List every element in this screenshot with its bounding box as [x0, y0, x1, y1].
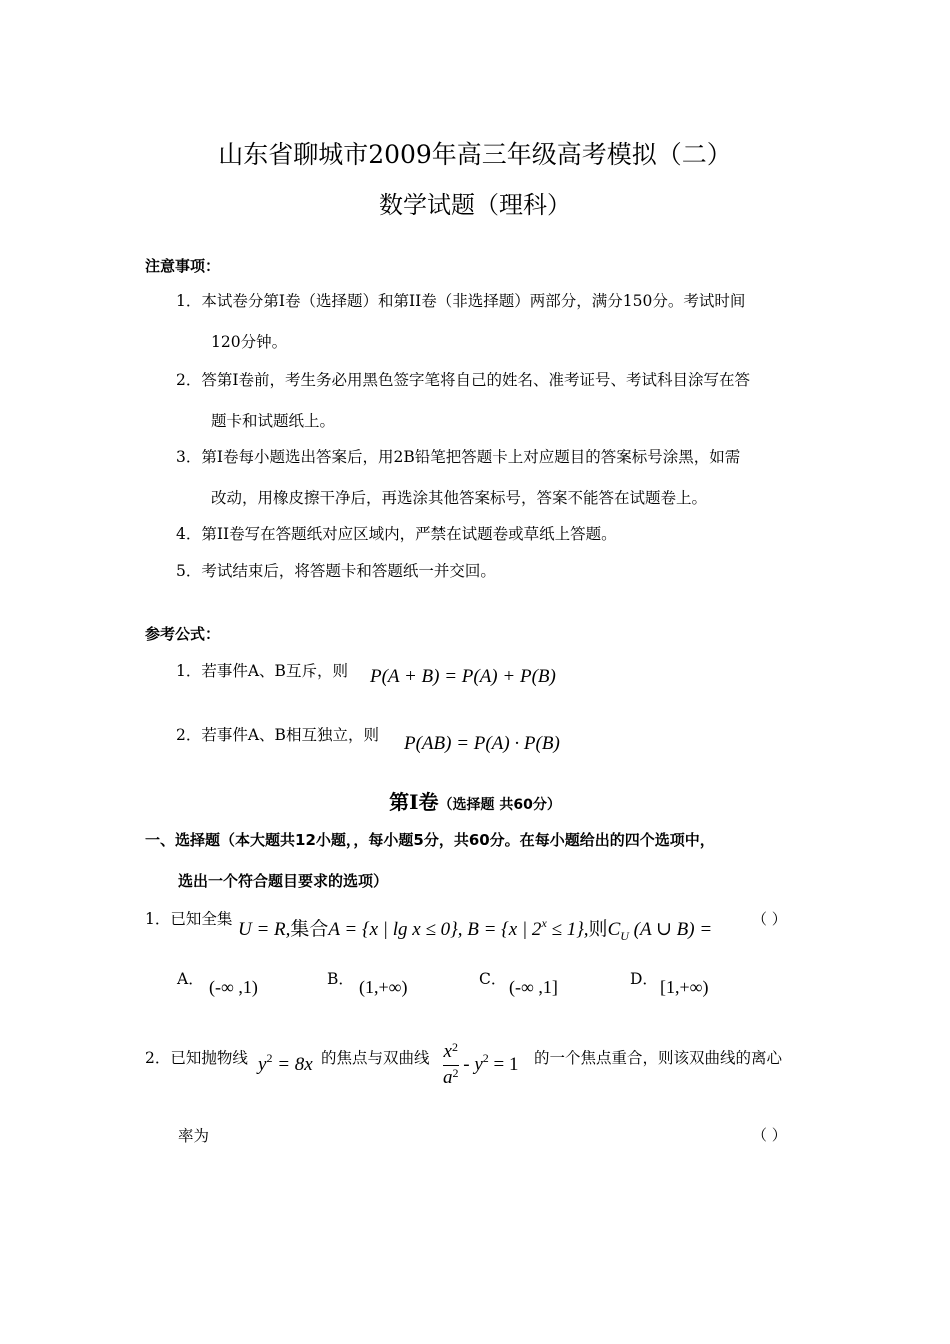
- notice-item-3-cont: 改动，用橡皮擦干净后，再选涂其他答案标号，答案不能答在试题卷上。: [211, 489, 708, 507]
- q2-hyperbola: [443, 1042, 518, 1089]
- q1-option-d-label: D．: [630, 970, 658, 988]
- q1-math-part: 集合: [290, 919, 329, 940]
- section-intro-cont: 选出一个符合题目要求的选项）: [178, 872, 389, 890]
- notice-item-text: 本试卷分第I卷（选择题）和第II卷（非选择题）两部分，满分150分。考试时间: [201, 292, 746, 310]
- q2-math-part: y: [474, 1053, 483, 1075]
- q2-fraction-num: [443, 1042, 459, 1063]
- q2-math-part: a: [443, 1067, 453, 1088]
- notice-heading: 注意事项：: [145, 257, 221, 275]
- formula-heading: 参考公式：: [145, 625, 221, 643]
- q2-math-part: = 8x: [272, 1054, 313, 1075]
- q1-option-d: [1,+∞): [660, 977, 709, 997]
- notice-item-2-cont: 题卡和试题纸上。: [211, 412, 336, 430]
- q1-option-c-label: C．: [479, 970, 507, 988]
- notice-item-number: 4．: [176, 525, 202, 543]
- formula-2-text: 2．若事件A、B相互独立，则: [176, 726, 379, 744]
- notice-item-number: 1．: [176, 292, 202, 310]
- q1-stem: 1．已知全集: [145, 910, 233, 928]
- formula-1-math: P(A + B) = P(A) + P(B): [370, 666, 556, 687]
- q2-math-sup: 2: [451, 1040, 458, 1054]
- q1-math-part: 则: [588, 919, 608, 940]
- notice-item-number: 3．: [176, 448, 202, 466]
- q1-option-c: (-∞ ,1]: [509, 977, 558, 997]
- section-title: [0, 786, 950, 815]
- q1-math-part: A = {x | lg x ≤ 0}, B = {x | 2: [328, 919, 542, 940]
- q2-fraction-den: [443, 1068, 459, 1089]
- q2-math-sup: 2: [482, 1050, 489, 1065]
- notice-item-5: [176, 559, 496, 581]
- notice-item-4: [176, 522, 617, 544]
- q1-answer-paren: （ ）: [752, 910, 787, 928]
- notice-item-1-cont: 120分钟。: [211, 333, 288, 351]
- exam-subtitle: 数学试题（理科）: [379, 191, 571, 219]
- q1-math-part: U = R,: [238, 919, 291, 940]
- q1-option-b-label: B．: [327, 970, 354, 988]
- notice-item-text: 第II卷写在答题纸对应区域内，严禁在试题卷或草纸上答题。: [201, 525, 617, 543]
- section-title-note: （选择题 共60分）: [438, 797, 561, 813]
- q2-tail-text: 的一个焦点重合，则该双曲线的离心: [534, 1049, 783, 1067]
- q2-math-part: = 1: [488, 1053, 519, 1075]
- q2-mid-text: 的焦点与双曲线: [321, 1049, 430, 1067]
- notice-item-3: [176, 445, 740, 467]
- notice-item-2: [176, 368, 750, 390]
- notice-item-text: 第I卷每小题选出答案后，用2B铅笔把答题卡上对应题目的答案标号涂黑，如需: [201, 448, 741, 466]
- q1-math-part: ≤ 1},: [546, 919, 589, 940]
- q1-option-b: (1,+∞): [359, 977, 408, 997]
- q1-option-a: (-∞ ,1): [209, 977, 258, 997]
- q1-math-part: C: [607, 919, 621, 940]
- q2-fraction: [443, 1042, 459, 1089]
- exam-title: 山东省聊城市2009年高三年级高考模拟（二）: [218, 140, 732, 169]
- q1-math-sup: x: [541, 916, 547, 930]
- section-intro: 一、选择题（本大题共12小题，，每小题5分，共60分。在每小题给出的四个选项中，: [145, 831, 715, 849]
- q2-parabola: [258, 1051, 313, 1076]
- notice-item-1: [176, 289, 745, 311]
- notice-item-text: 答第Ⅰ卷前，考生务必用黑色签字笔将自己的姓名、准考证号、考试科目涂写在答: [201, 371, 751, 389]
- q1-option-a-label: A．: [177, 970, 204, 988]
- q2-answer-paren: （ ）: [752, 1126, 787, 1144]
- q2-stem-cont: 率为: [178, 1127, 210, 1145]
- q2-math-sup: 2: [266, 1051, 273, 1065]
- formula-2-math: P(AB) = P(A) · P(B): [404, 733, 560, 754]
- q1-math-sub: U: [620, 929, 629, 943]
- q1-math: [238, 914, 712, 941]
- q2-math-sup: 2: [452, 1066, 459, 1080]
- q2-math-part: y: [258, 1054, 267, 1075]
- notice-item-number: 2．: [176, 371, 202, 389]
- q2-stem: 2．已知抛物线: [145, 1049, 248, 1067]
- q2-math-part: -: [463, 1053, 475, 1075]
- notice-item-text: 考试结束后，将答题卡和答题纸一并交回。: [201, 562, 496, 580]
- section-title-main: 第Ⅰ卷: [389, 790, 439, 814]
- notice-item-number: 5．: [176, 562, 202, 580]
- q1-math-part: (A ∪ B) =: [628, 919, 713, 940]
- q2-math-part: x: [443, 1041, 452, 1062]
- formula-1-text: 1．若事件A、B互斥，则: [176, 662, 348, 680]
